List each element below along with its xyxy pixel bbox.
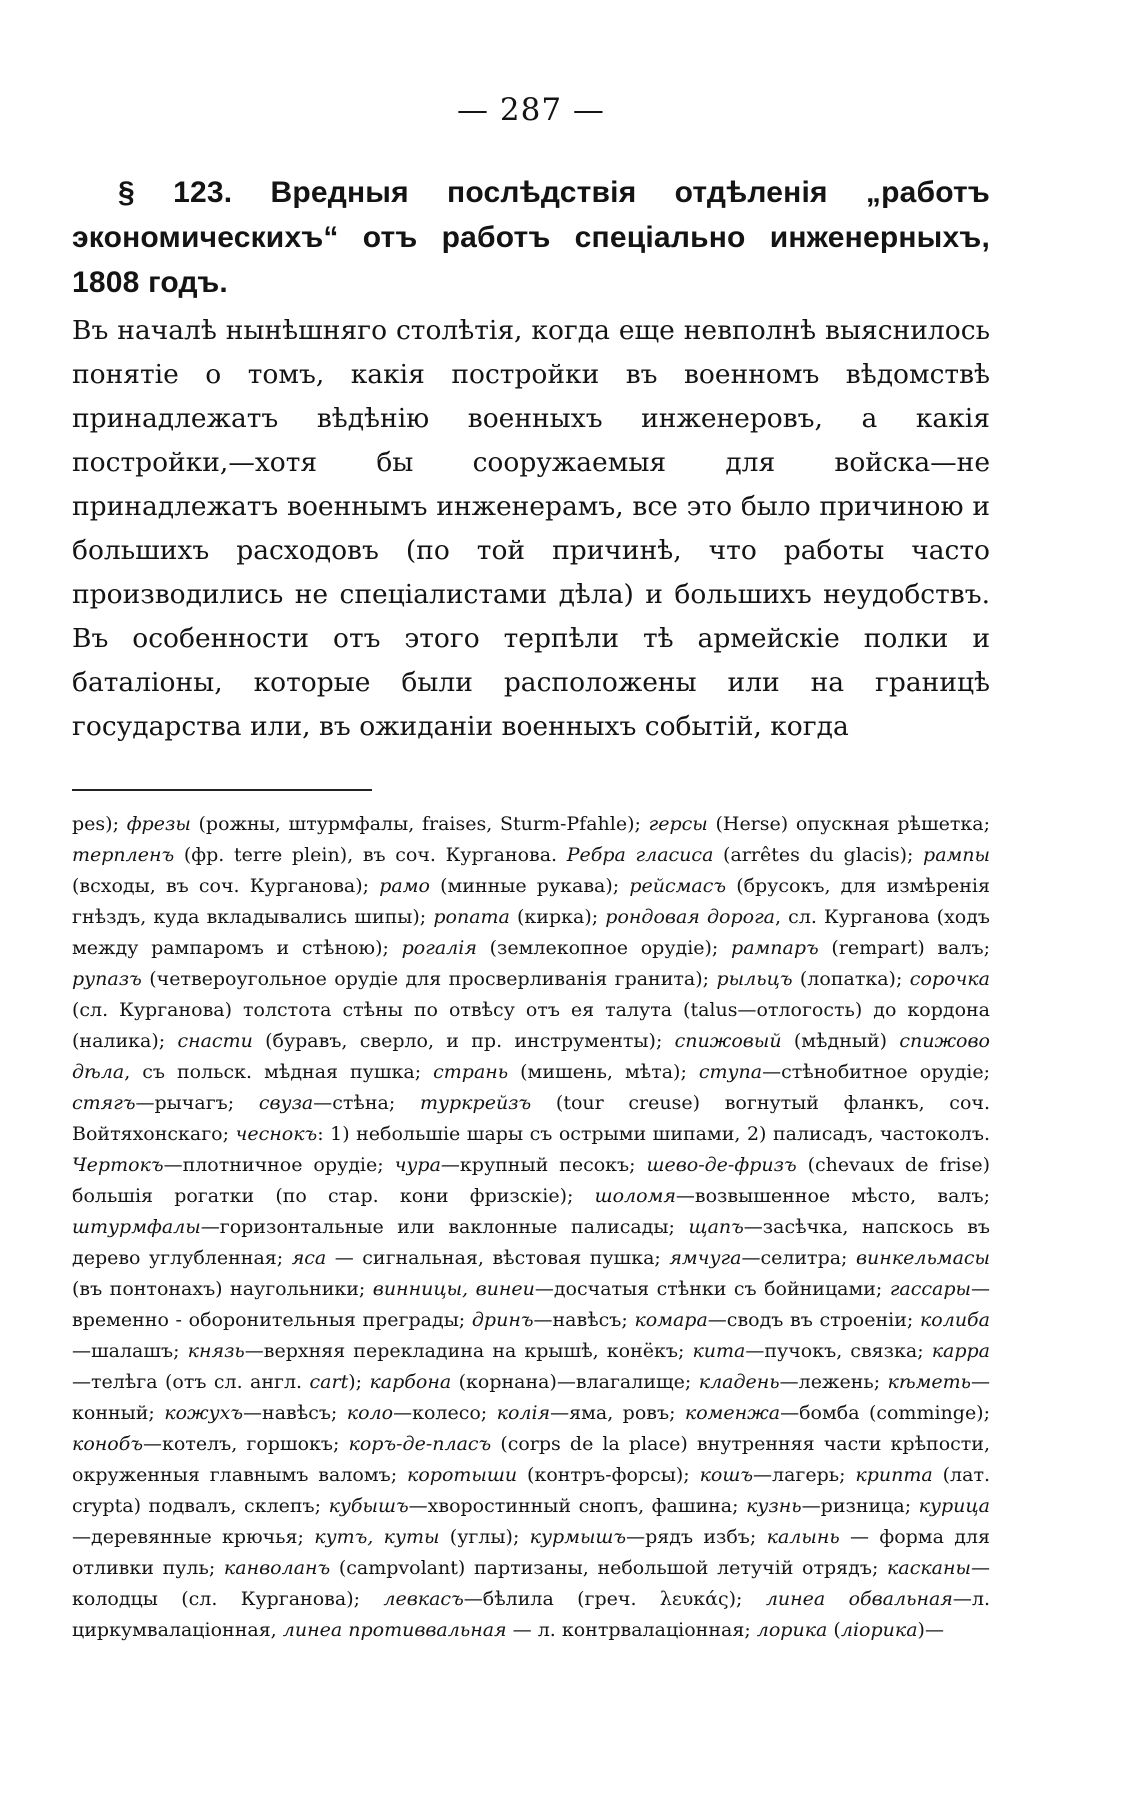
footnote-term: рамо — [379, 875, 430, 897]
footnote-term: коменжа — [684, 1402, 781, 1424]
footnote-term: линеа противвальная — [282, 1619, 507, 1641]
footnote-run: (corps de la place) внутренняя части крѣпости, окруженныя главнымъ валомъ; — [72, 1433, 991, 1486]
footnote-run: — сигнальная, вѣстовая пушка; — [326, 1247, 670, 1269]
footnote-run: (Herse) опускная рѣшетка; — [707, 813, 991, 835]
footnote-run: (мѣдный) — [781, 1030, 900, 1052]
footnote-term: рогалія — [401, 937, 477, 959]
footnote-term: кожухъ — [164, 1402, 244, 1424]
footnote-run: (лат. crypta) подвалъ, склепъ; — [72, 1464, 991, 1517]
footnote-term: шево-де-фризъ — [646, 1154, 797, 1176]
footnote-term: калынь — [766, 1526, 840, 1548]
footnote-term: спижовый — [674, 1030, 782, 1052]
footnote-term: свуза — [258, 1092, 314, 1114]
footnote-term: колія — [496, 1402, 551, 1424]
footnote-run: — форма для отливки пуль; — [72, 1526, 990, 1579]
footnote-run: —деревянные крючья; — [72, 1526, 315, 1548]
footnote-text — [72, 809, 990, 1646]
footnote-run: —рычагъ; — [135, 1092, 259, 1114]
footnote-run: (rempart) валъ; — [818, 937, 991, 959]
footnote-run: (брусокъ, для измѣренія гнѣздъ, куда вкладывались шипы); — [72, 875, 990, 928]
footnote-term: коло — [346, 1402, 394, 1424]
footnote-term: чеснокъ — [235, 1123, 318, 1145]
footnote-run: (arrêtes du glacis); — [713, 844, 924, 866]
footnote-run: —навѣсъ; — [533, 1309, 635, 1331]
footnote-term: яса — [291, 1247, 327, 1269]
footnote-run: —л. циркумвалаціонная, — [72, 1588, 990, 1641]
footnote-run: (землекопное орудіе); — [476, 937, 732, 959]
footnote-run: —лагерь; — [753, 1464, 856, 1486]
footnote-run: (фр. terre plein), въ соч. Курганова. — [174, 844, 567, 866]
footnote-term: Ребра гласиса — [566, 844, 714, 866]
footnote-run: —плотничное орудіе; — [163, 1154, 395, 1176]
footnote-run: (лопатка); — [792, 968, 910, 990]
page-number: — 287 — — [457, 92, 605, 128]
footnote-term: стягъ — [72, 1092, 136, 1114]
footnote-run: (кирка); — [509, 906, 606, 928]
footnote-term: кузнь — [746, 1495, 802, 1517]
footnote-run: pes); — [72, 813, 127, 835]
footnote-run: —рядъ избъ; — [626, 1526, 767, 1548]
footnote-run: —лежень; — [779, 1371, 888, 1393]
footnote-run: —навѣсъ; — [243, 1402, 347, 1424]
footnote-term: ропата — [433, 906, 510, 928]
footnote-term: канволанъ — [223, 1557, 331, 1579]
footnote-term: рейсмасъ — [629, 875, 727, 897]
footnote-run: (четвероугольное орудіе для просверливанія гранита); — [141, 968, 717, 990]
footnote-run: —стѣнобитное орудіе; — [762, 1061, 990, 1083]
footnote-run: —сводъ въ строеніи; — [707, 1309, 920, 1331]
footnote-term: комара — [634, 1309, 708, 1331]
footnote-run: (въ понтонахъ) наугольники; — [72, 1278, 373, 1300]
footnote-term: курмышъ — [529, 1526, 627, 1548]
footnote-run: —котелъ, горшокъ; — [143, 1433, 349, 1455]
footnote-term: курица — [918, 1495, 990, 1517]
footnote-term: снасти — [177, 1030, 253, 1052]
footnote-term: cart — [309, 1371, 349, 1393]
footnote-run: —колесо; — [393, 1402, 497, 1424]
footnote-term: коротыши — [407, 1464, 518, 1486]
footnote-run: —хворостинный снопъ, фашина; — [408, 1495, 747, 1517]
footnote-term: кошъ — [699, 1464, 754, 1486]
footnote-term: рондовая дорога — [605, 906, 775, 928]
footnote-run: (chevaux de frise) большія рогатки (по стар. кони фризскіе); — [72, 1154, 990, 1207]
footnote-term: туркрейзъ — [419, 1092, 532, 1114]
footnote-run: (корнана)—влагалище; — [451, 1371, 699, 1393]
footnote-term: штурмфалы — [72, 1216, 201, 1238]
footnote-run: —досчатыя стѣнки съ бойницами; — [534, 1278, 890, 1300]
footnote-term: левкасъ — [383, 1588, 464, 1610]
footnote-term: рампаръ — [731, 937, 819, 959]
footnote-term: крипта — [855, 1464, 933, 1486]
footnote-run: (мишень, мѣта); — [508, 1061, 699, 1083]
footnote-term: дринъ — [471, 1309, 534, 1331]
footnote-run: : 1) небольшіе шары съ острыми шипами, 2) палисадъ, частоколъ. — [317, 1123, 990, 1145]
section-heading: § 123. Вредныя послѣдствія отдѣленія „работъ экономическихъ“ отъ работъ спеціально инженерныхъ, 1808 годъ. — [72, 176, 990, 299]
footnote-term: колиба — [919, 1309, 990, 1331]
footnote-term: карбона — [369, 1371, 452, 1393]
footnote-term: ямчуга — [669, 1247, 742, 1269]
footnote-run: —стѣна; — [313, 1092, 420, 1114]
footnote-term: конобъ — [72, 1433, 143, 1455]
footnote-run: (минные рукава); — [429, 875, 630, 897]
footnote-run: —ризница; — [801, 1495, 919, 1517]
footnote-run: —крупный песокъ; — [440, 1154, 647, 1176]
footnote-run: (буравъ, сверло, и пр. инструменты); — [252, 1030, 675, 1052]
footnote-term: ліорика — [840, 1619, 918, 1641]
footnote-run: —временно - оборонительныя преграды; — [72, 1278, 990, 1331]
footnote-run: —бомба (comminge); — [780, 1402, 990, 1424]
footnote-run: (tour creuse) вогнутый фланкъ, соч. Войтяхонскаго; — [72, 1092, 990, 1145]
footnote-term: чура — [394, 1154, 441, 1176]
footnote-run: —колодцы (сл. Курганова); — [72, 1557, 990, 1610]
footnote-term: кубышъ — [328, 1495, 409, 1517]
footnote-term: лорика — [756, 1619, 828, 1641]
footnote-term: линеа обвальная — [765, 1588, 953, 1610]
footnote-term: карра — [931, 1340, 991, 1362]
footnote-term: князь — [187, 1340, 245, 1362]
footnote-term: ступа — [698, 1061, 763, 1083]
footnote-term: шоломя — [594, 1185, 676, 1207]
footnote-run: —возвышенное мѣсто, валъ; — [675, 1185, 990, 1207]
footnote-run: —селитра; — [741, 1247, 856, 1269]
footnote-term: кладень — [698, 1371, 780, 1393]
footnote-term: касканы — [887, 1557, 971, 1579]
footnote-term: винкельмасы — [855, 1247, 991, 1269]
footnote-run: (campvolant) партизаны, небольшой летучій отрядъ; — [330, 1557, 888, 1579]
body-paragraph: Въ началѣ нынѣшняго столѣтія, когда еще невполнѣ выяснилось понятіе о томъ, какія постройки въ военномъ вѣдомствѣ принадлежатъ вѣдѣнію военныхъ инженеровъ, а какія постройки,—хотя бы сооружаемыя для войска—не принадлежатъ военнымъ инженерамъ, все это было причиною и большихъ расходовъ (по той причинѣ, что работы часто производились не спеціалистами дѣла) и большихъ неудобствъ. Въ особенности отъ этого терпѣли тѣ армейскіе полки и баталіоны, которые были расположены или на границѣ государства или, въ ожиданіи военныхъ событій, когда — [72, 315, 990, 742]
footnote-run: —пучокъ, связка; — [745, 1340, 932, 1362]
footnote-run: ( — [827, 1619, 841, 1641]
footnote-run: —телѣга (отъ сл. англ. — [72, 1371, 310, 1393]
footnote-run: ); — [348, 1371, 370, 1393]
footnote-run: )— — [917, 1619, 944, 1641]
footnote-run: (рожны, штурмфалы, fraises, Sturm-Pfahle); — [190, 813, 649, 835]
footnote-term: кѣметь — [887, 1371, 971, 1393]
footnote-term: спижово дѣла — [72, 1030, 990, 1083]
footnote-term: кита — [692, 1340, 746, 1362]
footnote-term: герсы — [648, 813, 708, 835]
footnote-run: , сл. Курганова (ходъ между рампаромъ и стѣною); — [72, 906, 991, 959]
footnote-term: кутъ, куты — [314, 1526, 440, 1548]
footnote-run: (контръ-форсы); — [517, 1464, 700, 1486]
footnote-term: рампы — [923, 844, 991, 866]
footnote-term: гассары — [889, 1278, 971, 1300]
footnote-run: (углы); — [439, 1526, 530, 1548]
footnote-term: рупазъ — [72, 968, 142, 990]
footnote-term: Чертокъ — [72, 1154, 164, 1176]
footnote-run: —горизонтальные или ваклонные палисады; — [200, 1216, 689, 1238]
footnote-run: —засѣчка, напскось въ дерево углубленная; — [72, 1216, 990, 1269]
footnote-term: сорочка — [909, 968, 990, 990]
footnote-term: щапъ — [688, 1216, 744, 1238]
footnote-run: (сл. Курганова) толстота стѣны по отвѣсу отъ ея талута (talus—отлогость) до кордона (налика); — [72, 999, 990, 1052]
footnote-term: терпленъ — [72, 844, 175, 866]
footnote-term: странь — [433, 1061, 509, 1083]
footnote-run: (всходы, въ соч. Курганова); — [72, 875, 380, 897]
footnote-term: рыльцъ — [716, 968, 793, 990]
footnote-term: фрезы — [126, 813, 191, 835]
footnote-run: —конный; — [72, 1371, 990, 1424]
footnote-run: —бѣлила (греч. λευκάς); — [463, 1588, 766, 1610]
footnote-term: винницы, винеи — [372, 1278, 535, 1300]
footnote-run: —шалашъ; — [72, 1340, 188, 1362]
footnote-run: —верхняя перекладина на крышѣ, конёкъ; — [244, 1340, 693, 1362]
footnote-divider — [72, 789, 372, 791]
footnote-run: , съ польск. мѣдная пушка; — [124, 1061, 434, 1083]
footnote-run: —яма, ровъ; — [550, 1402, 685, 1424]
footnote-term: коръ-де-пласъ — [348, 1433, 492, 1455]
footnote-run: — л. контрвалаціонная; — [506, 1619, 757, 1641]
